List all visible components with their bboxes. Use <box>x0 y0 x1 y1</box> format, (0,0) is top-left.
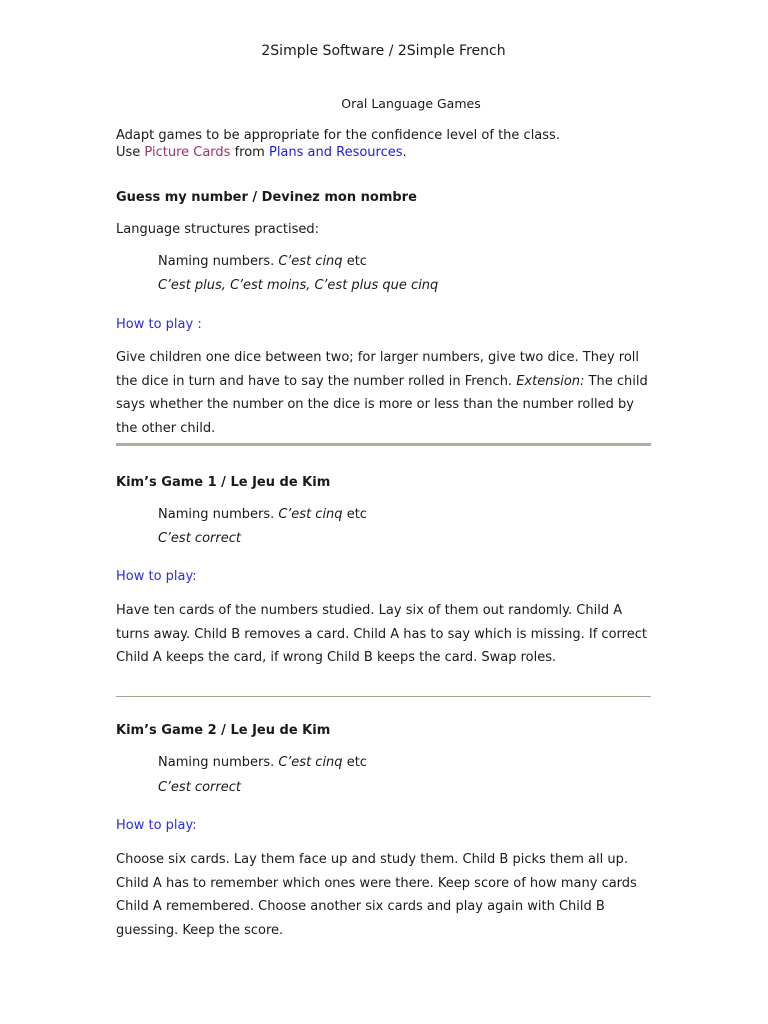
page-subtitle: Oral Language Games <box>341 96 481 111</box>
game1-naming-suffix: etc <box>342 254 367 269</box>
game1-how-to-play: How to play : <box>116 317 202 332</box>
game3-naming-prefix: Naming numbers. <box>158 755 279 770</box>
intro-use-line <box>116 145 407 160</box>
game2-naming-italic: C’est cinq <box>278 507 343 522</box>
intro-period: . <box>402 145 407 160</box>
game1-title: Guess my number / Devinez mon nombre <box>116 190 417 205</box>
game3-naming-suffix: etc <box>342 755 367 770</box>
game1-structures-label: Language structures practised: <box>116 222 320 237</box>
game2-how-to-play: How to play: <box>116 569 197 584</box>
game3-naming-italic: C’est cinq <box>278 755 343 770</box>
game2-phrase-text: C’est correct <box>158 531 241 546</box>
game1-desc-part2: The child says whether the number on the dice is more or less than the number rolled by the other child. <box>116 373 648 436</box>
game1-naming-prefix: Naming numbers. <box>158 254 279 269</box>
game3-naming-line <box>158 755 367 770</box>
game1-naming-italic: C’est cinq <box>278 254 343 269</box>
game2-naming-suffix: etc <box>342 507 367 522</box>
intro-text: Adapt games to be appropriate for the confidence level of the class. <box>116 128 560 143</box>
page-header: 2Simple Software / 2Simple French <box>261 43 506 59</box>
game1-desc-extension: Extension: <box>516 373 585 389</box>
game1-phrase <box>158 278 438 293</box>
picture-cards-link[interactable]: Picture Cards <box>144 145 231 160</box>
game1-phrase-text: C’est plus, C’est moins, C’est plus que cinq <box>158 278 439 293</box>
game2-title: Kim’s Game 1 / Le Jeu de Kim <box>116 475 331 490</box>
plans-resources-link[interactable]: Plans and Resources <box>268 145 403 160</box>
game2-description: Have ten cards of the numbers studied. Lay six of them out randomly. Child A turns away. Child B removes a card. Child A has to say which is missing. If correct Child A keeps the card, if wrong Child B keeps the card. Swap roles. <box>116 603 647 665</box>
game2-naming-prefix: Naming numbers. <box>158 507 279 522</box>
intro-from: from <box>230 145 269 160</box>
game2-naming-line <box>158 507 367 522</box>
intro-use-prefix: Use <box>116 145 145 160</box>
section-divider <box>116 443 651 446</box>
game1-description <box>116 346 651 440</box>
game1-naming-line <box>158 254 367 269</box>
game3-description: Choose six cards. Lay them face up and study them. Child B picks them all up. Child A has to remember which ones were there. Keep score of how many cards Child A remembered. Choose another six cards and play again with Child B guessing. Keep the score. <box>116 852 637 938</box>
game1-desc-part1: Give children one dice between two; for larger numbers, give two dice. They roll the dice in turn and have to say the number rolled in French. <box>116 350 640 389</box>
game3-phrase <box>158 780 241 795</box>
section-divider <box>116 696 651 697</box>
game3-title: Kim’s Game 2 / Le Jeu de Kim <box>116 723 331 738</box>
game2-phrase <box>158 531 241 546</box>
game3-phrase-text: C’est correct <box>158 780 241 795</box>
game3-how-to-play: How to play: <box>116 818 197 833</box>
